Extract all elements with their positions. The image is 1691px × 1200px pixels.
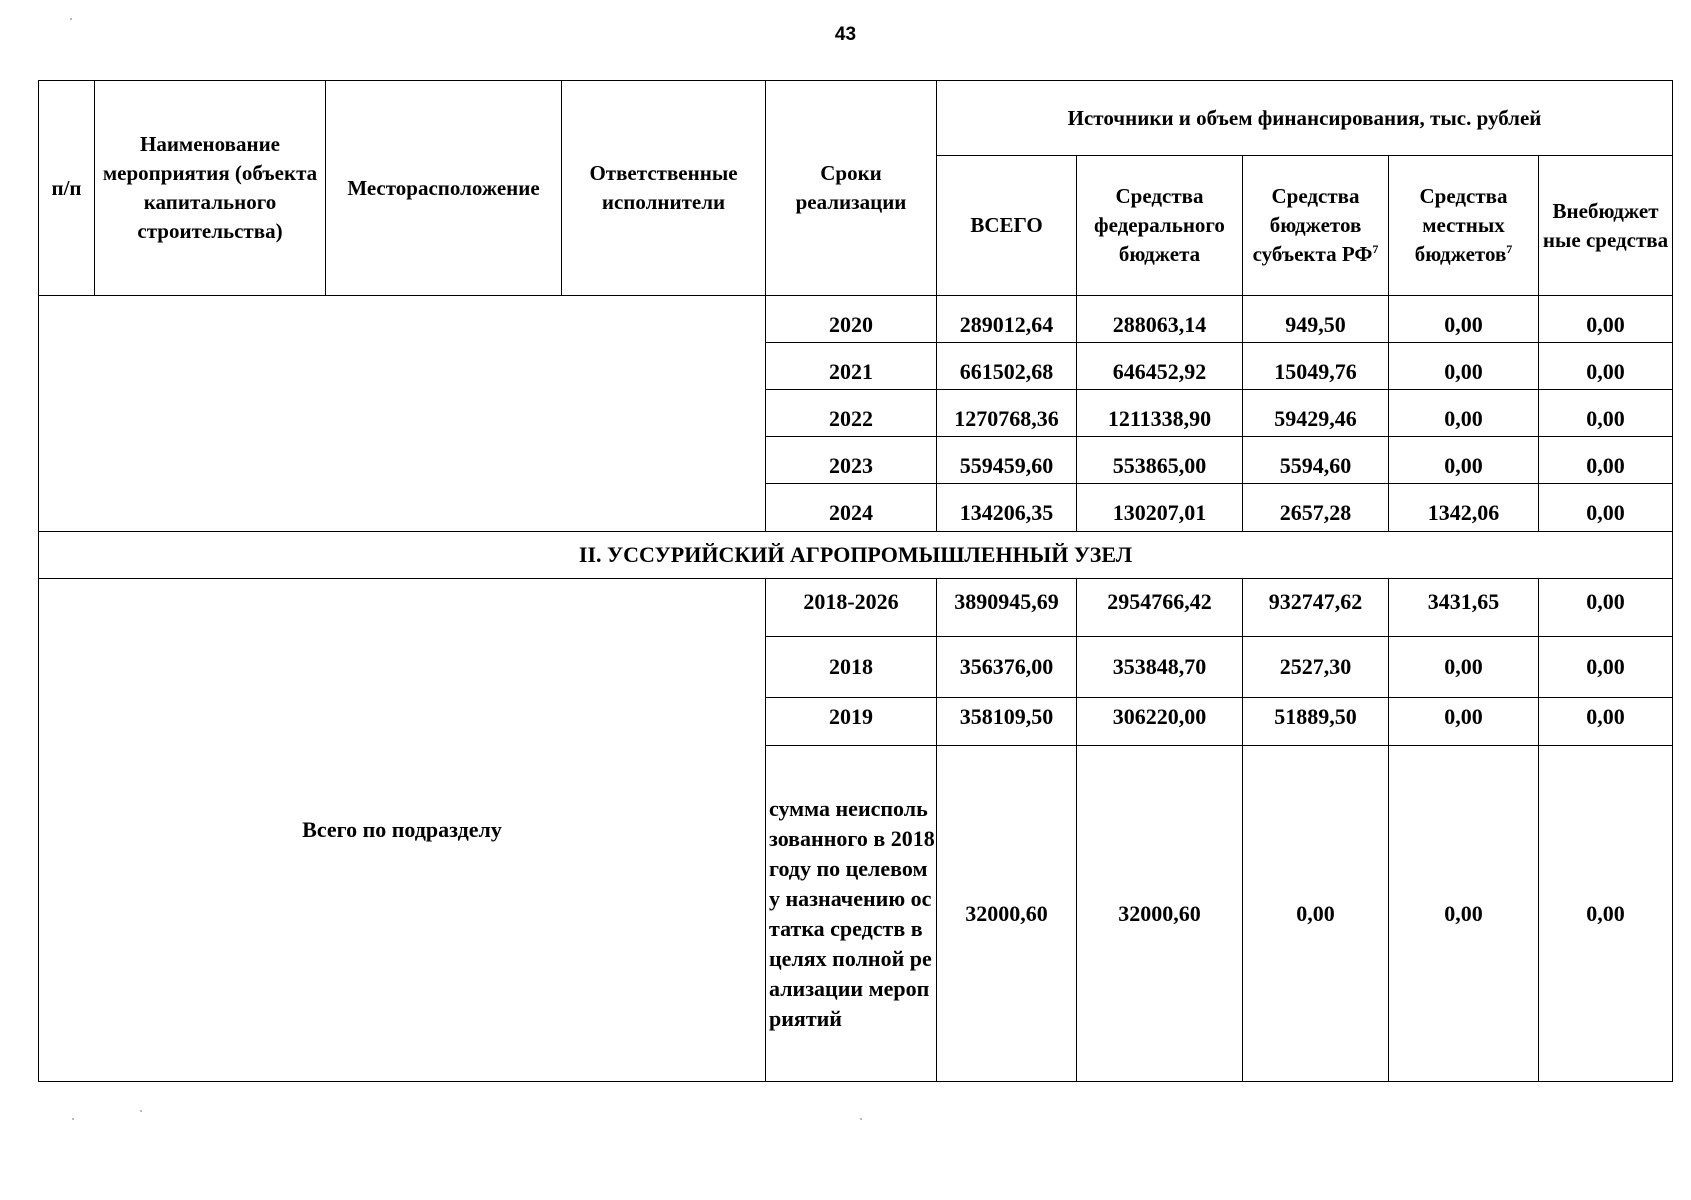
section-title: II. УССУРИЙСКИЙ АГРОПРОМЫШЛЕННЫЙ УЗЕЛ xyxy=(39,532,1673,579)
subtotal-label: Всего по подразделу xyxy=(39,579,766,1082)
footnote-mark: 7 xyxy=(1506,242,1513,256)
total-cell: 661502,68 xyxy=(937,343,1077,390)
period-note-cell: сумма неиспользованного в 2018 году по целевому назначению остатка средств в целях полной реализации мероприятий xyxy=(766,746,937,1082)
regional-cell: 5594,60 xyxy=(1243,437,1389,484)
offbudget-cell: 0,00 xyxy=(1539,579,1673,637)
offbudget-cell: 0,00 xyxy=(1539,484,1673,532)
financing-table xyxy=(38,80,1673,1082)
scan-speck xyxy=(860,1118,862,1120)
total-cell: 289012,64 xyxy=(937,296,1077,343)
regional-cell: 51889,50 xyxy=(1243,698,1389,746)
header-regional xyxy=(1243,156,1389,296)
header-location: Месторасположение xyxy=(326,81,562,296)
offbudget-cell: 0,00 xyxy=(1539,698,1673,746)
period-cell: 2022 xyxy=(766,390,937,437)
period-cell: 2024 xyxy=(766,484,937,532)
local-cell: 0,00 xyxy=(1389,390,1539,437)
header-offbudget: Внебюджет ные средства xyxy=(1539,156,1673,296)
total-cell: 32000,60 xyxy=(937,746,1077,1082)
federal-cell: 306220,00 xyxy=(1077,698,1243,746)
offbudget-cell: 0,00 xyxy=(1539,437,1673,484)
footnote-mark: 7 xyxy=(1372,242,1379,256)
total-cell: 3890945,69 xyxy=(937,579,1077,637)
header-sources-title: Источники и объем финансирования, тыс. рублей xyxy=(937,81,1673,156)
header-local-label: Средства местных бюджетов xyxy=(1414,184,1508,266)
scan-speck xyxy=(72,1118,74,1120)
local-cell: 0,00 xyxy=(1389,698,1539,746)
total-cell: 1270768,36 xyxy=(937,390,1077,437)
federal-cell: 1211338,90 xyxy=(1077,390,1243,437)
local-cell: 0,00 xyxy=(1389,437,1539,484)
regional-cell: 15049,76 xyxy=(1243,343,1389,390)
federal-cell: 32000,60 xyxy=(1077,746,1243,1082)
header-row xyxy=(39,81,1673,156)
header-total: ВСЕГО xyxy=(937,156,1077,296)
federal-cell: 553865,00 xyxy=(1077,437,1243,484)
scan-speck xyxy=(140,1110,142,1112)
local-cell: 0,00 xyxy=(1389,296,1539,343)
page-number: 43 xyxy=(834,24,857,45)
period-cell: 2018-2026 xyxy=(766,579,937,637)
header-regional-label: Средства бюджетов субъекта РФ xyxy=(1252,184,1373,266)
total-cell: 356376,00 xyxy=(937,637,1077,698)
offbudget-cell: 0,00 xyxy=(1539,637,1673,698)
header-federal: Средства федерального бюджета xyxy=(1077,156,1243,296)
federal-cell: 2954766,42 xyxy=(1077,579,1243,637)
offbudget-cell: 0,00 xyxy=(1539,746,1673,1082)
regional-cell: 949,50 xyxy=(1243,296,1389,343)
regional-cell: 0,00 xyxy=(1243,746,1389,1082)
header-responsible: Ответственные исполнители xyxy=(562,81,766,296)
period-cell: 2018 xyxy=(766,637,937,698)
federal-cell: 353848,70 xyxy=(1077,637,1243,698)
local-cell: 0,00 xyxy=(1389,343,1539,390)
period-cell: 2021 xyxy=(766,343,937,390)
regional-cell: 59429,46 xyxy=(1243,390,1389,437)
regional-cell: 2657,28 xyxy=(1243,484,1389,532)
offbudget-cell: 0,00 xyxy=(1539,343,1673,390)
local-cell: 1342,06 xyxy=(1389,484,1539,532)
table-row xyxy=(39,296,1673,343)
total-cell: 559459,60 xyxy=(937,437,1077,484)
period-cell: 2019 xyxy=(766,698,937,746)
empty-merged-cell xyxy=(39,296,766,532)
total-cell: 358109,50 xyxy=(937,698,1077,746)
federal-cell: 130207,01 xyxy=(1077,484,1243,532)
header-name: Наименование мероприятия (объекта капитального строительства) xyxy=(95,81,326,296)
total-cell: 134206,35 xyxy=(937,484,1077,532)
federal-cell: 646452,92 xyxy=(1077,343,1243,390)
section-title-row xyxy=(39,532,1673,579)
scan-speck xyxy=(70,18,72,20)
header-terms: Сроки реализации xyxy=(766,81,937,296)
regional-cell: 932747,62 xyxy=(1243,579,1389,637)
header-num: п/п xyxy=(39,81,95,296)
local-cell: 3431,65 xyxy=(1389,579,1539,637)
table-row xyxy=(39,579,1673,637)
period-cell: 2023 xyxy=(766,437,937,484)
local-cell: 0,00 xyxy=(1389,746,1539,1082)
regional-cell: 2527,30 xyxy=(1243,637,1389,698)
local-cell: 0,00 xyxy=(1389,637,1539,698)
federal-cell: 288063,14 xyxy=(1077,296,1243,343)
offbudget-cell: 0,00 xyxy=(1539,296,1673,343)
offbudget-cell: 0,00 xyxy=(1539,390,1673,437)
period-cell: 2020 xyxy=(766,296,937,343)
header-local xyxy=(1389,156,1539,296)
